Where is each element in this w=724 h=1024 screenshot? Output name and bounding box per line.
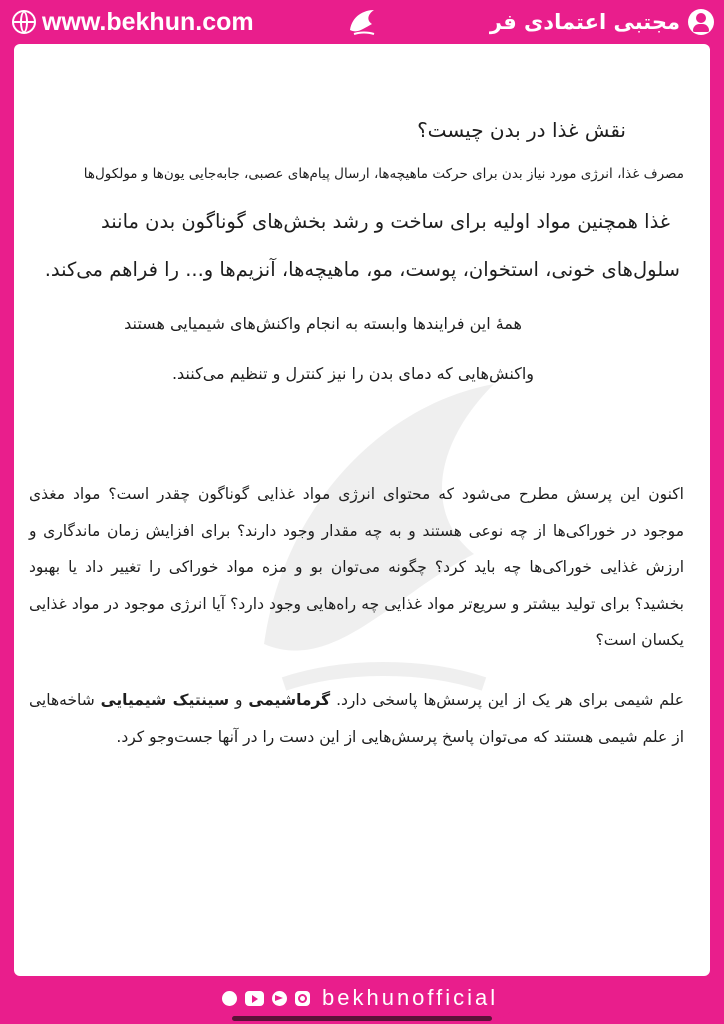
paragraph-2: [29, 682, 684, 755]
question-title: نقش غذا در بدن چیست؟: [417, 118, 626, 142]
big-line-1: غذا همچنین مواد اولیه برای ساخت و رشد بخش‌های گوناگون بدن مانند: [101, 210, 670, 233]
term-chemical-kinetics: سینتیک شیمیایی: [100, 691, 230, 709]
paragraph-2-and: و: [235, 691, 243, 709]
intro-line: مصرف غذا، انرژی مورد نیاز بدن برای حرکت ماهیچه‌ها، ارسال پیام‌های عصبی، جابه‌جایی یون‌ها و مولکول‌ها: [83, 166, 684, 182]
site-link[interactable]: [12, 8, 254, 36]
telegram-icon[interactable]: [272, 991, 287, 1006]
user-icon: [688, 9, 714, 35]
header: [0, 0, 724, 44]
site-url[interactable]: www.bekhun.com: [42, 7, 254, 36]
mid-line-1: همهٔ این فرایندها وابسته به انجام واکنش‌های شیمیایی هستند: [124, 314, 522, 333]
author-name: مجتبی اعتمادی فر: [489, 10, 680, 34]
youtube-icon[interactable]: [245, 991, 264, 1006]
author: [490, 8, 714, 36]
term-thermochemistry: گرماشیمی: [248, 691, 331, 709]
aparat-icon[interactable]: [222, 991, 237, 1006]
bekhun-logo: [342, 4, 382, 40]
mid-line-2: واکنش‌هایی که دمای بدن را نیز کنترل و تنظیم می‌کنند.: [171, 364, 534, 383]
footer-shadow: [232, 1016, 492, 1021]
paragraph-1: اکنون این پرسش مطرح می‌شود که محتوای انرژی مواد غذایی گوناگون چقدر است؟ مواد مغذی موجود در خوراکی‌ها از چه نوعی هستند و به چه مقدار وجود دارند؟ برای افزایش زمان ماندگاری و ارزش غذایی خوراکی‌ها چه باید کرد؟ چگونه می‌توان بو و مزه مواد خوراکی را تغییر داد یا بهبود بخشید؟ برای تولید بیشتر و سریع‌تر مواد غذایی چه راه‌هایی وجود دارد؟ آیا انرژی موجود در مواد غذایی یکسان است؟: [29, 485, 684, 649]
paragraph-2-end: شاخه‌هایی از علم شیمی هستند که می‌توان پاسخ پرسش‌هایی از این دست را در آنها جست‌وجو کرد.: [29, 691, 684, 746]
social-handle[interactable]: bekhunofficial: [322, 985, 499, 1010]
globe-icon: [12, 10, 36, 34]
big-line-2: سلول‌های خونی، استخوان، پوست، مو، ماهیچه‌ها، آنزیم‌ها و... را فراهم می‌کند.: [44, 258, 680, 281]
paragraph-2-start: علم شیمی برای هر یک از این پرسش‌ها پاسخی دارد.: [336, 691, 684, 709]
instagram-icon[interactable]: [295, 991, 310, 1006]
footer-social-bar: [208, 978, 516, 1018]
